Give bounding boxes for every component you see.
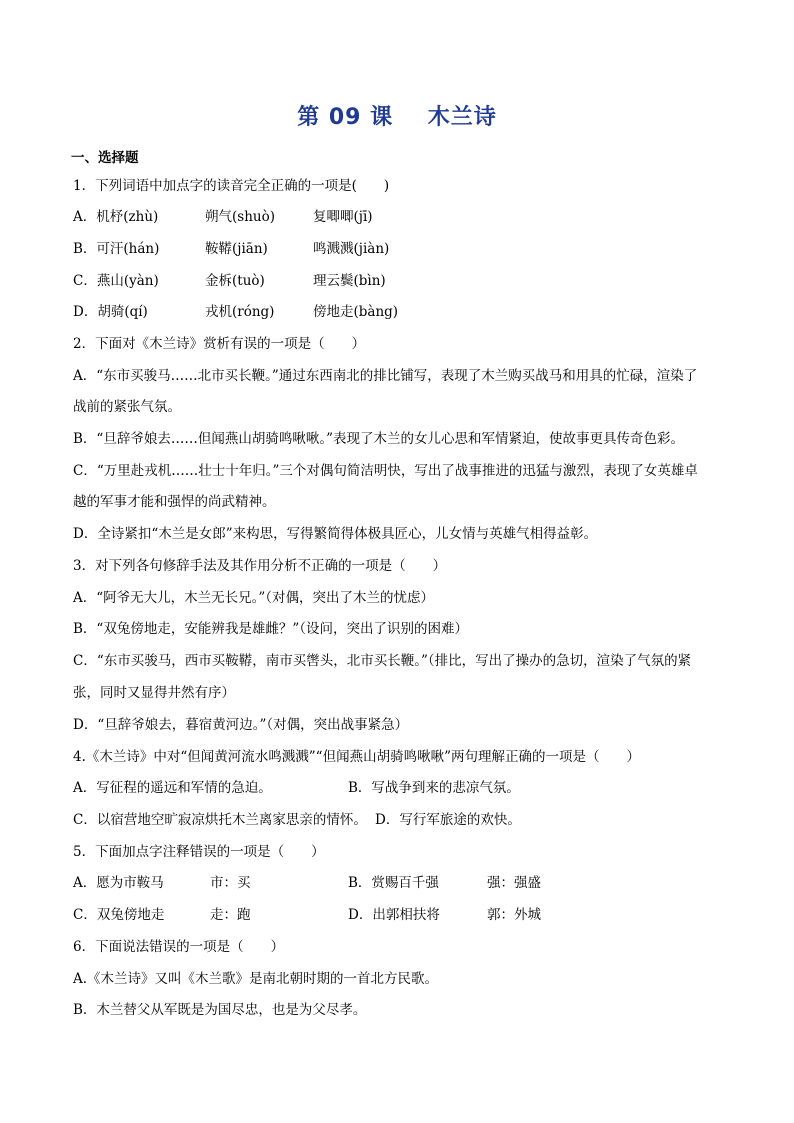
q3-option-c-line2: 张，同时又显得井然有序） (73, 685, 235, 701)
q5-option-c-word: C．双兔傍地走 (73, 907, 165, 923)
q4-option-c: C．以宿营地空旷寂凉烘托木兰离家思亲的情怀。 (73, 812, 367, 828)
q5-option-c-note: 走：跑 (210, 907, 251, 923)
q5-option-b-note: 强：强盛 (487, 875, 541, 891)
q5-option-d-word: D．出郭相扶将 (348, 907, 440, 923)
q2-option-c-line1: C．“万里赴戎机……壮士十年归。”三个对偶句简洁明快，写出了战事推进的迅猛与激烈，表现了女英雄卓 (73, 463, 698, 479)
q1-option-a-word2: 朔气(shuò) (205, 209, 275, 225)
q1-option-b-word3: 鸣溅溅(jiàn) (313, 241, 390, 257)
q2-option-a-line2: 战前的紧张气氛。 (73, 399, 181, 415)
q2-option-c-line2: 越的军事才能和强悍的尚武精神。 (73, 494, 276, 510)
question-4-stem: 4.《木兰诗》中对“但闻黄河流水鸣溅溅”“但闻燕山胡骑鸣啾啾”两句理解正确的一项是（ ） (73, 749, 640, 765)
q1-option-c-word3: 理云鬓(bìn) (313, 273, 386, 289)
q4-option-d: D．写行军旅途的欢快。 (375, 812, 521, 828)
q1-option-d-word2: 戎机(róng) (205, 304, 275, 320)
q1-option-a-word1: A．机杼(zhù) (73, 209, 159, 225)
q1-option-c-word1: C．燕山(yàn) (73, 273, 159, 289)
q3-option-d: D．“旦辞爷娘去，暮宿黄河边。”（对偶，突出战事紧急） (73, 717, 409, 733)
q5-option-b-word: B．赏赐百千强 (348, 875, 439, 891)
q3-option-c-line1: C．“东市买骏马，西市买鞍鞯，南市买辔头，北市买长鞭。”（排比，写出了操办的急切，渲染了气氛的紧 (73, 653, 692, 669)
question-6-stem: 6．下面说法错误的一项是（ ） (73, 939, 285, 955)
q4-option-a: A．写征程的遥远和军情的急迫。 (73, 780, 272, 796)
section-heading: 一、选择题 (71, 150, 139, 166)
q2-option-b: B．“旦辞爷娘去……但闻燕山胡骑鸣啾啾。”表现了木兰的女儿心思和军情紧迫，使故事更具传奇色彩。 (73, 431, 684, 447)
q5-option-a-word: A．愿为市鞍马 (73, 875, 164, 891)
q5-option-a-note: 市：买 (210, 875, 251, 891)
q3-option-b: B．“双兔傍地走，安能辨我是雄雌？”（设问，突出了识别的困难） (73, 621, 468, 637)
q2-option-a-line1: A．“东市买骏马……北市买长鞭。”通过东西南北的排比铺写，表现了木兰购买战马和用具的忙碌，渲染了 (73, 368, 698, 384)
q1-option-b-word1: B．可汗(hán) (73, 241, 160, 257)
q1-option-b-word2: 鞍鞯(jiān) (205, 241, 268, 257)
q1-option-c-word2: 金柝(tuò) (205, 273, 265, 289)
q5-option-d-note: 郭：外城 (487, 907, 541, 923)
q3-option-a: A．“阿爷无大儿，木兰无长兄。”（对偶，突出了木兰的忧虑） (73, 590, 435, 606)
question-1-stem: 1．下列词语中加点字的读音完全正确的一项是( ) (73, 178, 390, 194)
page-title: 第 09 课 木兰诗 (297, 105, 497, 130)
q1-option-d-word3: 傍地走(bàng) (313, 304, 399, 320)
question-3-stem: 3．对下列各句修辞手法及其作用分析不正确的一项是（ ） (73, 558, 447, 574)
q6-option-b: B．木兰替父从军既是为国尽忠，也是为父尽孝。 (73, 1002, 367, 1018)
question-2-stem: 2．下面对《木兰诗》赏析有误的一项是（ ） (73, 336, 366, 352)
q4-option-b: B．写战争到来的悲凉气氛。 (348, 780, 520, 796)
q6-option-a: A.《木兰诗》又叫《木兰歌》是南北朝时期的一首北方民歌。 (73, 971, 439, 987)
question-5-stem: 5．下面加点字注释错误的一项是（ ） (73, 844, 325, 860)
q2-option-d: D．全诗紧扣“木兰是女郎”来构思，写得繁简得体极具匠心，儿女情与英雄气相得益彰。 (73, 526, 598, 542)
q1-option-d-word1: D．胡骑(qí) (73, 304, 148, 320)
q1-option-a-word3: 复唧唧(jī) (313, 209, 373, 225)
